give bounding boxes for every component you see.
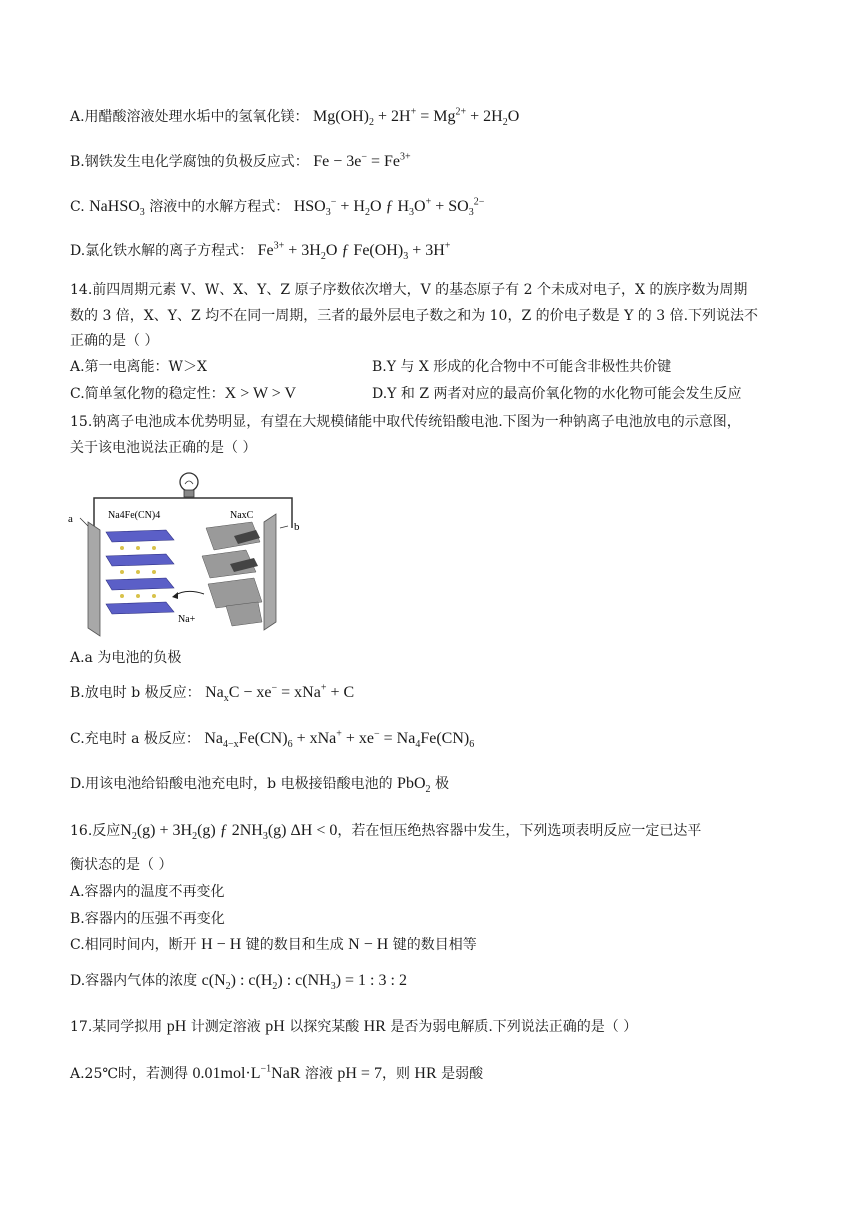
q16-stem-line1: 16.反应$N_2(g) + 3H_2(g)$ ƒ $2NH_3(g) \Delta H < 0$，若在恒压绝热容器中发生，下列选项表明反应一定已达平 xyxy=(70,822,702,843)
q14-stem-line2: 数的 3 倍，X、Y、Z 均不在同一周期，三者的最外层电子数之和为 10，Z 的价电子数是 Y 的 3 倍.下列说法不 xyxy=(70,308,759,324)
electrode-b xyxy=(264,514,276,630)
equation: $Fe^{3+} + 3H_2O$ ƒ $Fe(OH)_3 + 3H^+$ xyxy=(257,240,451,263)
battery-diagram xyxy=(66,466,308,640)
q16-option-b: B.容器内的压强不再变化 xyxy=(70,911,225,927)
option-text: A.用醋酸溶液处理水垢中的氢氧化镁： xyxy=(70,109,309,125)
q16-option-c: C.相同时间内，断开 H − H 键的数目和生成 N − H 键的数目相等 xyxy=(70,936,477,953)
label-b: b xyxy=(294,521,300,533)
q13-option-d: D.氯化铁水解的离子方程式： $Fe^{3+} + 3H_2O$ ƒ $Fe(OH)_3 + 3H^+$ xyxy=(70,240,451,263)
q14-option-a: A.第一电离能：W＞X xyxy=(70,359,207,375)
q16-option-a: A.容器内的温度不再变化 xyxy=(70,884,225,900)
equation: $N_2(g) + 3H_2(g)$ ƒ $2NH_3(g) \Delta H < 0$ xyxy=(120,822,338,843)
equation: $Mg(OH)_2 + 2H^+ = Mg^{2+} + 2H_2O$ xyxy=(313,106,520,129)
q15-stem-line1: 15.钠离子电池成本优势明显，有望在大规模储能中取代传统铅酸电池.下图为一种钠离子电池放电的示意图， xyxy=(70,414,741,430)
formula: PbO$_2$ xyxy=(397,775,431,796)
q14-stem-line1: 14.前四周期元素 V、W、X、Y、Z 原子序数依次增大，V 的基态原子有 2 个未成对电子，X 的族序数为周期 xyxy=(70,282,748,298)
q17-stem: 17.某同学拟用 pH 计测定溶液 pH 以探究某酸 HR 是否为弱电解质.下列说法正确的是（ ） xyxy=(70,1018,638,1035)
q15-option-a: A.a 为电池的负极 xyxy=(70,650,182,666)
q16-stem-line2: 衡状态的是（ ） xyxy=(70,857,173,873)
equation: X > W > V xyxy=(224,385,297,402)
right-compound-label: NaxC xyxy=(230,510,254,521)
ion-arrow xyxy=(174,591,204,596)
equation: $HSO_3^- + H_2O$ ƒ $H_3O^+ + SO_3^{2-}$ xyxy=(293,196,485,219)
q14-option-d: D.Y 和 Z 两者对应的最高价氧化物的水化物可能会发生反应 xyxy=(372,386,742,402)
q14-option-b: B.Y 与 X 形成的化合物中不可能含非极性共价键 xyxy=(372,359,672,375)
q15-option-b: B.放电时 b 极反应： $Na_xC - xe^- = xNa^+ + C$ xyxy=(70,682,355,705)
left-compound-label: Na4Fe(CN)4 xyxy=(108,510,161,521)
equation: $Na_xC - xe^- = xNa^+ + C$ xyxy=(205,682,355,705)
q15-option-c: C.充电时 a 极反应： $Na_{4-x}Fe(CN)_6 + xNa^+ + xe^- = Na_4Fe(CN)_6$ xyxy=(70,728,475,751)
electrode-a xyxy=(88,522,100,636)
label-a: a xyxy=(68,513,73,525)
q17-option-a: A.25℃时，若测得 $0.01mol\cdot L^{-1}NaR$ 溶液 pH = 7，则 HR 是弱酸 xyxy=(70,1063,484,1082)
bulb-icon xyxy=(180,473,198,491)
equation: $Fe - 3e^- = Fe^{3+}$ xyxy=(313,151,411,170)
q14-stem-line3: 正确的是（ ） xyxy=(70,333,159,349)
equation: $Na_{4-x}Fe(CN)_6 + xNa^+ + xe^- = Na_4Fe(CN)_6$ xyxy=(204,728,475,751)
concentration: $0.01mol\cdot L^{-1}NaR$ xyxy=(192,1063,301,1082)
q16-option-d: D.容器内气体的浓度 $c(N_2)$ : $c(H_2)$ : $c(NH_3) = 1$ : 3 : 2 xyxy=(70,972,407,993)
q13-option-a xyxy=(70,107,519,127)
q13-option-c: C. NaHSO$_3$ 溶液中的水解方程式： $HSO_3^- + H_2O$ ƒ $H_3O^+ + SO_3^{2-}$ xyxy=(70,196,485,219)
q15-stem-line2: 关于该电池说法正确的是（ ） xyxy=(70,440,257,456)
q15-option-d: D.用该电池给铅酸电池充电时，b 电极接铅酸电池的 PbO$_2$ 极 xyxy=(70,775,449,796)
formula: NaHSO$_3$ xyxy=(89,198,145,219)
q13-option-b: B.钢铁发生电化学腐蚀的负极反应式： $Fe - 3e^- = Fe^{3+}$ xyxy=(70,151,411,170)
q14-option-c: C.简单氢化物的稳定性：X > W > V xyxy=(70,385,297,402)
sodium-ions-cathode xyxy=(120,546,156,598)
na-ion-label: Na+ xyxy=(178,614,196,625)
equation: $c(N_2)$ : $c(H_2)$ : $c(NH_3) = 1$ : 3 : 2 xyxy=(201,972,407,993)
